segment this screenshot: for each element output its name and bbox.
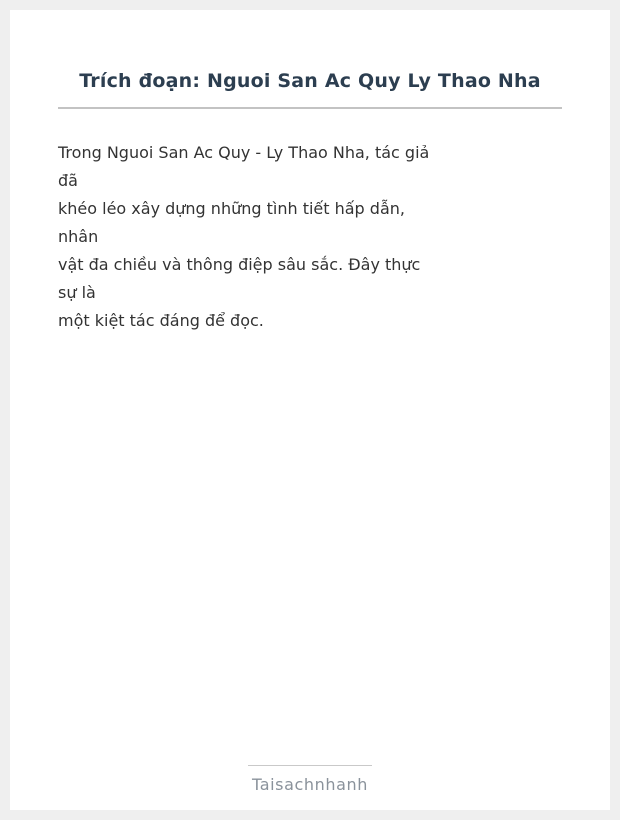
excerpt-line: đã <box>58 171 78 190</box>
footer-brand-label: Taisachnhanh <box>251 775 369 794</box>
excerpt-line: nhân <box>58 227 99 246</box>
excerpt-line: một kiệt tác đáng để đọc. <box>58 311 264 330</box>
footer-divider <box>248 765 372 766</box>
document-card <box>10 10 610 810</box>
excerpt-line: vật đa chiều và thông điệp sâu sắc. Đây thực <box>58 255 421 274</box>
page-footer <box>58 765 562 810</box>
excerpt-line: sự là <box>58 283 96 302</box>
excerpt-paragraph <box>58 139 562 335</box>
title-divider <box>58 107 562 109</box>
excerpt-line: Trong Nguoi San Ac Quy - Ly Thao Nha, tác giả <box>58 143 430 162</box>
page-title: Trích đoạn: Nguoi San Ac Quy Ly Thao Nha <box>79 70 541 92</box>
excerpt-line: khéo léo xây dựng những tình tiết hấp dẫn, <box>58 199 405 218</box>
